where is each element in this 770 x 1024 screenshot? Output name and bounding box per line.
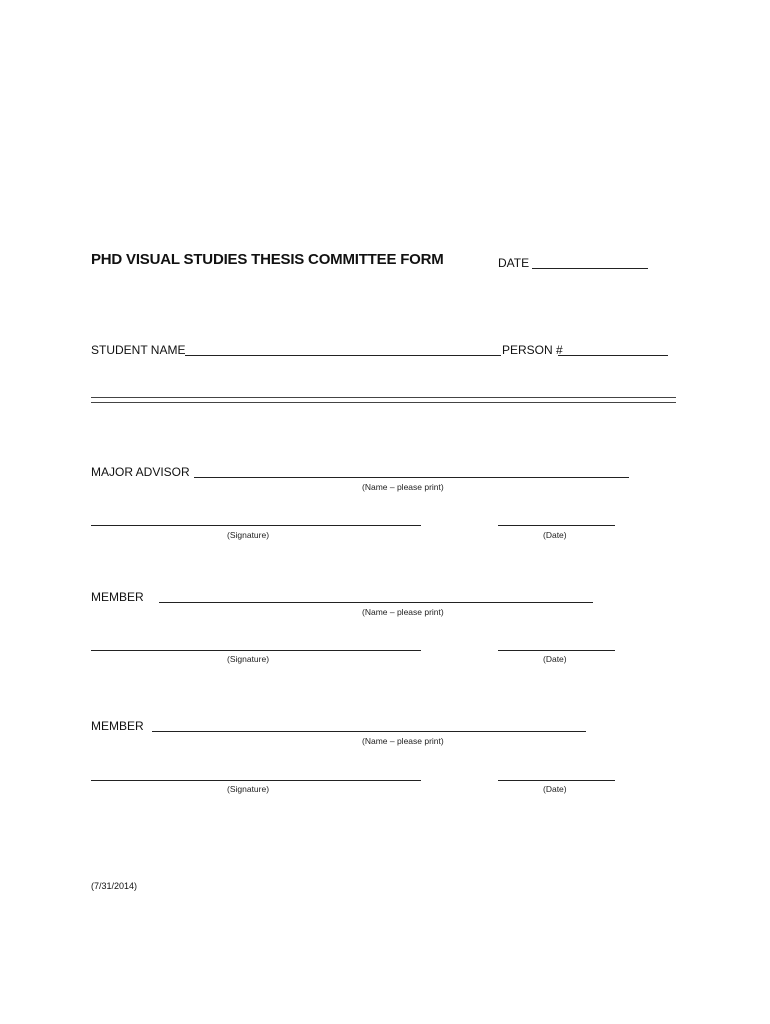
major-advisor-signature-caption: (Signature) [227, 530, 270, 540]
member1-date-field[interactable] [498, 650, 615, 651]
member1-label: MEMBER [91, 590, 144, 604]
major-advisor-signature-field[interactable] [91, 525, 421, 526]
member1-date-caption: (Date) [543, 654, 567, 664]
member2-date-caption: (Date) [543, 784, 567, 794]
major-advisor-date-field[interactable] [498, 525, 615, 526]
student-name-field[interactable] [185, 355, 501, 356]
member1-name-field[interactable] [159, 602, 593, 603]
member2-signature-caption: (Signature) [227, 784, 270, 794]
date-field[interactable] [532, 268, 648, 269]
major-advisor-name-field[interactable] [194, 477, 629, 478]
major-advisor-name-caption: (Name – please print) [362, 482, 444, 492]
member2-date-field[interactable] [498, 780, 615, 781]
member2-signature-field[interactable] [91, 780, 421, 781]
person-number-field[interactable] [558, 355, 668, 356]
member1-name-caption: (Name – please print) [362, 607, 444, 617]
member2-label: MEMBER [91, 719, 144, 733]
form-title: PHD VISUAL STUDIES THESIS COMMITTEE FORM [91, 251, 444, 268]
member2-name-caption: (Name – please print) [362, 736, 444, 746]
section-divider [91, 397, 676, 403]
major-advisor-label: MAJOR ADVISOR [91, 465, 190, 479]
person-number-label: PERSON # [502, 343, 563, 357]
member2-name-field[interactable] [152, 731, 586, 732]
member1-signature-field[interactable] [91, 650, 421, 651]
member1-signature-caption: (Signature) [227, 654, 270, 664]
date-label: DATE [498, 256, 530, 270]
major-advisor-date-caption: (Date) [543, 530, 567, 540]
form-revision-date: (7/31/2014) [91, 881, 138, 891]
student-name-label: STUDENT NAME [91, 343, 186, 357]
